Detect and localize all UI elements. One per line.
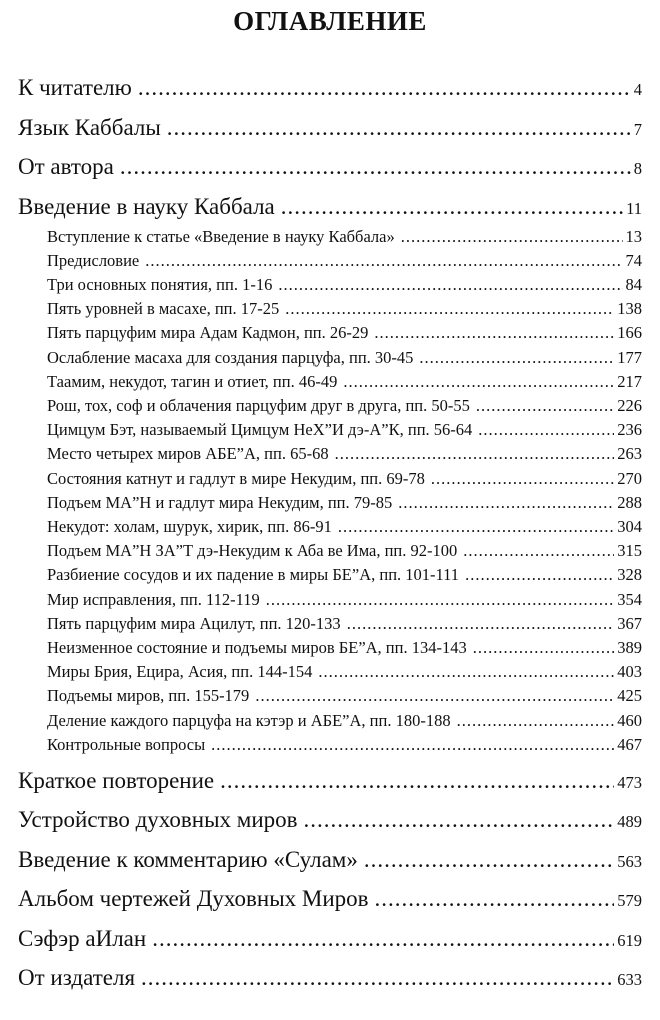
toc-entry-title: Подъемы миров, пп. 155-179 [47, 686, 250, 706]
dot-leader [211, 735, 614, 755]
toc-entry-title: Краткое повторение [18, 767, 215, 793]
toc-subentry [47, 711, 642, 731]
toc-entry-title: Язык Каббалы [18, 114, 161, 140]
toc-entry-title: Миры Брия, Ецира, Асия, пп. 144-154 [47, 662, 313, 682]
toc-entry-title: Пять парцуфим мира Ацилут, пп. 120-133 [47, 613, 341, 633]
toc-page-number: 315 [617, 541, 642, 561]
toc-entry [18, 847, 642, 873]
dot-leader [401, 227, 623, 247]
toc-subentry [47, 275, 642, 295]
toc-subentry [47, 396, 642, 416]
toc-page-number: 619 [617, 930, 642, 950]
toc-subentry [47, 469, 642, 489]
dot-leader [465, 565, 614, 585]
toc-page-number: 11 [626, 198, 642, 218]
toc-subentry [47, 590, 642, 610]
toc-page-number: 473 [617, 772, 642, 792]
toc-entry-title: Некудот: холам, шурук, хирик, пп. 86-91 [47, 516, 332, 536]
toc-page-number: 166 [617, 323, 642, 343]
toc-subentry [47, 348, 642, 368]
toc-subentry [47, 565, 642, 585]
toc-subentry [47, 541, 642, 561]
dot-leader [364, 847, 614, 873]
toc-subentry [47, 299, 642, 319]
toc-page-number: 84 [625, 274, 642, 294]
dot-leader [343, 372, 614, 392]
toc-subentry [47, 372, 642, 392]
toc-page-number: 403 [617, 662, 642, 682]
toc-entry [18, 807, 642, 833]
dot-leader [281, 194, 623, 220]
toc-page-number: 7 [633, 119, 642, 139]
toc-entry-title: Мир исправления, пп. 112-119 [47, 589, 260, 609]
toc-page-number: 354 [617, 589, 642, 609]
toc-entry [18, 154, 642, 180]
toc-page-number: 13 [625, 226, 642, 246]
toc-entry-title: Подъем МА”Н ЗА”Т дэ-Некудим к Аба ве Има, пп. 92-100 [47, 541, 458, 561]
toc-page-number: 288 [617, 492, 642, 512]
toc-entry-title: Деление каждого парцуфа на кэтэр и АБЕ”А, пп. 180-188 [47, 710, 451, 730]
dot-leader [255, 686, 614, 706]
toc-page-number: 217 [617, 371, 642, 391]
dot-leader [457, 711, 615, 731]
toc-subentry [47, 251, 642, 271]
toc-entry-title: Устройство духовных миров [18, 807, 298, 833]
toc-page-number: 138 [617, 299, 642, 319]
toc-entry [18, 886, 642, 912]
toc-page-number: 467 [617, 734, 642, 754]
toc-page-number: 563 [617, 851, 642, 871]
toc-entry-title: Подъем МА”Н и гадлут мира Некудим, пп. 79-85 [47, 492, 393, 512]
dot-leader [338, 517, 614, 537]
toc-page-number: 226 [617, 395, 642, 415]
toc-entry-title: От издателя [18, 965, 136, 991]
toc-entry-title: Контрольные вопросы [47, 734, 206, 754]
dot-leader [152, 926, 614, 952]
dot-leader [141, 965, 614, 991]
dot-leader [335, 444, 615, 464]
toc-entry-title: От автора [18, 154, 114, 179]
toc-page-number: 74 [625, 250, 642, 270]
toc-entry [18, 926, 642, 952]
toc-page-number: 177 [617, 347, 642, 367]
dot-leader [473, 638, 615, 658]
toc-page-number: 263 [617, 444, 642, 464]
dot-leader [266, 590, 615, 610]
dot-leader [220, 768, 614, 794]
page-title: ОГЛАВЛЕНИЕ [233, 6, 427, 36]
dot-leader [304, 807, 615, 833]
toc-page-number: 633 [617, 970, 642, 990]
toc-entry-title: К читателю [18, 75, 132, 100]
toc-entry-title: Пять уровней в масахе, пп. 17-25 [47, 299, 280, 319]
dot-leader [478, 420, 614, 440]
dot-leader [375, 886, 615, 912]
toc-subentry [47, 638, 642, 658]
toc-page-number: 270 [617, 468, 642, 488]
toc-subentry [47, 686, 642, 706]
dot-leader [463, 541, 614, 561]
dot-leader [120, 154, 631, 180]
dot-leader [318, 662, 614, 682]
toc-page-number: 236 [617, 420, 642, 440]
toc-entry-title: Предисловие [47, 250, 140, 270]
toc-subentry [47, 323, 642, 343]
toc-entry [18, 965, 642, 991]
toc-page-number: 8 [633, 159, 642, 178]
toc-subentry [47, 662, 642, 682]
toc-subentry [47, 735, 642, 755]
toc-entry-title: Рош, тох, соф и облачения парцуфим друг в друга, пп. 50-55 [47, 395, 470, 415]
toc-entry-title: Вступление к статье «Введение в науку Каббала» [47, 226, 395, 246]
dot-leader [167, 115, 631, 141]
dot-leader [431, 469, 614, 489]
dot-leader [419, 348, 614, 368]
toc-entry-title: Альбом чертежей Духовных Миров [18, 886, 369, 912]
toc-page-number: 328 [617, 565, 642, 585]
toc-entry-title: Ослабление масаха для создания парцуфа, пп. 30-45 [47, 347, 414, 367]
toc-page-number: 579 [617, 891, 642, 911]
toc-entry-title: Таамим, некудот, тагин и отиет, пп. 46-49 [47, 371, 338, 391]
toc-subentry [47, 444, 642, 464]
toc-entry-title: Сэфэр аИлан [18, 925, 147, 951]
toc-page-number: 389 [617, 637, 642, 657]
toc-entry-title: Неизменное состояние и подъемы миров БЕ”А, пп. 134-143 [47, 637, 467, 657]
toc-entry-title: Введение в науку Каббала [18, 193, 275, 219]
toc-page-number: 4 [633, 80, 642, 99]
toc-subentry [47, 493, 642, 513]
dot-leader [374, 323, 614, 343]
toc-subentry [47, 227, 642, 247]
dot-leader [398, 493, 614, 513]
toc-subentry [47, 517, 642, 537]
toc-page-number: 460 [617, 710, 642, 730]
toc-entry-title: Разбиение сосудов и их падение в миры БЕ”А, пп. 101-111 [47, 565, 460, 585]
toc-entry-title: Введение к комментарию «Сулам» [18, 846, 358, 872]
toc-entry-title: Три основных понятия, пп. 1-16 [47, 274, 273, 294]
dot-leader [145, 251, 622, 271]
dot-leader [278, 275, 622, 295]
toc-entry [18, 115, 642, 141]
toc-entry-title: Состояния катнут и гадлут в мире Некудим, пп. 69-78 [47, 468, 425, 488]
dot-leader [138, 75, 631, 101]
toc-subentry [47, 614, 642, 634]
toc-page-number: 425 [617, 686, 642, 706]
toc-page-number: 304 [617, 516, 642, 536]
toc-entry-title: Место четырех миров АБЕ”А, пп. 65-68 [47, 444, 329, 464]
toc-entry [18, 75, 642, 101]
toc-entry-title: Пять парцуфим мира Адам Кадмон, пп. 26-29 [47, 323, 369, 343]
dot-leader [476, 396, 614, 416]
toc-subentry [47, 420, 642, 440]
toc-page-number: 367 [617, 613, 642, 633]
dot-leader [347, 614, 615, 634]
toc-entry-title: Цимцум Бэт, называемый Цимцум НеХ”И дэ-А”К, пп. 56-64 [47, 420, 473, 440]
dot-leader [285, 299, 614, 319]
toc-page-number: 489 [617, 812, 642, 832]
toc-entry [18, 768, 642, 794]
toc-entry [18, 194, 642, 220]
